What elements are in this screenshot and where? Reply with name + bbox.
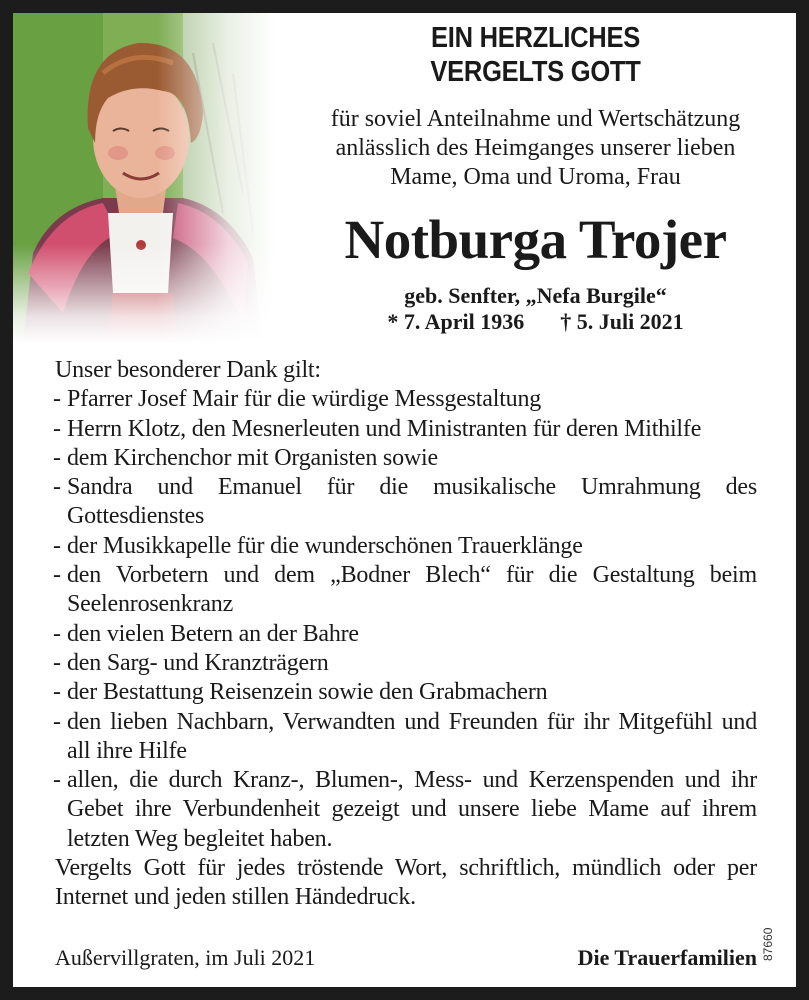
signature: Die Trauerfamilien xyxy=(577,945,757,970)
thanks-section xyxy=(55,356,757,913)
closing-text: Vergelts Gott für jedes tröstende Wort, schriftlich, mündlich oder per Internet und jeden stillen Händedruck. xyxy=(55,855,757,911)
deceased-name: Notburga Trojer xyxy=(344,209,727,270)
page-title xyxy=(306,21,764,89)
deceased-details xyxy=(275,283,796,335)
intro-line: Mame, Oma und Uroma, Frau xyxy=(390,164,681,190)
intro-line: anlässlich des Heimganges unserer lieben xyxy=(335,135,736,161)
title-line: VERGELTS GOTT xyxy=(430,56,641,88)
list-item: - allen, die durch Kranz-, Blumen-, Mess- und Kerzenspenden und ihr Gebet ihre Verbundenheit gezeigt und unsere liebe Mame auf ihrem letzten Weg begleitet haben. xyxy=(53,767,757,852)
obituary-card xyxy=(13,13,796,987)
ad-number: 87660 xyxy=(761,927,775,961)
intro-text xyxy=(275,105,796,192)
photo-fade-overlay xyxy=(13,13,275,343)
death-date: † 5. Juli 2021 xyxy=(560,309,684,334)
list-item: - Pfarrer Josef Mair für die würdige Messgestaltung xyxy=(53,386,542,413)
title-line: EIN HERZLICHES xyxy=(431,22,640,54)
footer xyxy=(55,945,757,975)
list-item: - den lieben Nachbarn, Verwandten und Freunden für ihr Mitgefühl und all ihre Hilfe xyxy=(53,708,757,764)
list-item: - Sandra und Emanuel für die musikalische Umrahmung des Gottesdienstes xyxy=(53,474,757,530)
list-item: - dem Kirchenchor mit Organisten sowie xyxy=(53,444,438,471)
intro-line: für soviel Anteilnahme und Wertschätzung xyxy=(330,106,741,132)
life-dates xyxy=(275,309,796,335)
portrait-photo xyxy=(13,13,275,343)
list-item: - den vielen Betern an der Bahre xyxy=(53,620,359,647)
list-item: - den Vorbetern und dem „Bodner Blech“ für die Gestaltung beim Seelenrosenkranz xyxy=(53,562,757,618)
list-item: - den Sarg- und Kranzträgern xyxy=(53,649,329,676)
list-item: - Herrn Klotz, den Mesnerleuten und Ministranten für deren Mithilfe xyxy=(53,415,702,442)
place-date: Außervillgraten, im Juli 2021 xyxy=(55,945,316,970)
thanks-list xyxy=(55,385,757,854)
list-item: - der Musikkapelle für die wunderschönen Trauerklänge xyxy=(53,532,583,559)
thanks-intro: Unser besonderer Dank gilt: xyxy=(55,357,321,383)
list-item: - der Bestattung Reisenzein sowie den Grabmachern xyxy=(53,679,548,706)
birth-date: * 7. April 1936 xyxy=(387,309,525,334)
birth-name: geb. Senfter, „Nefa Burgile“ xyxy=(404,283,667,308)
